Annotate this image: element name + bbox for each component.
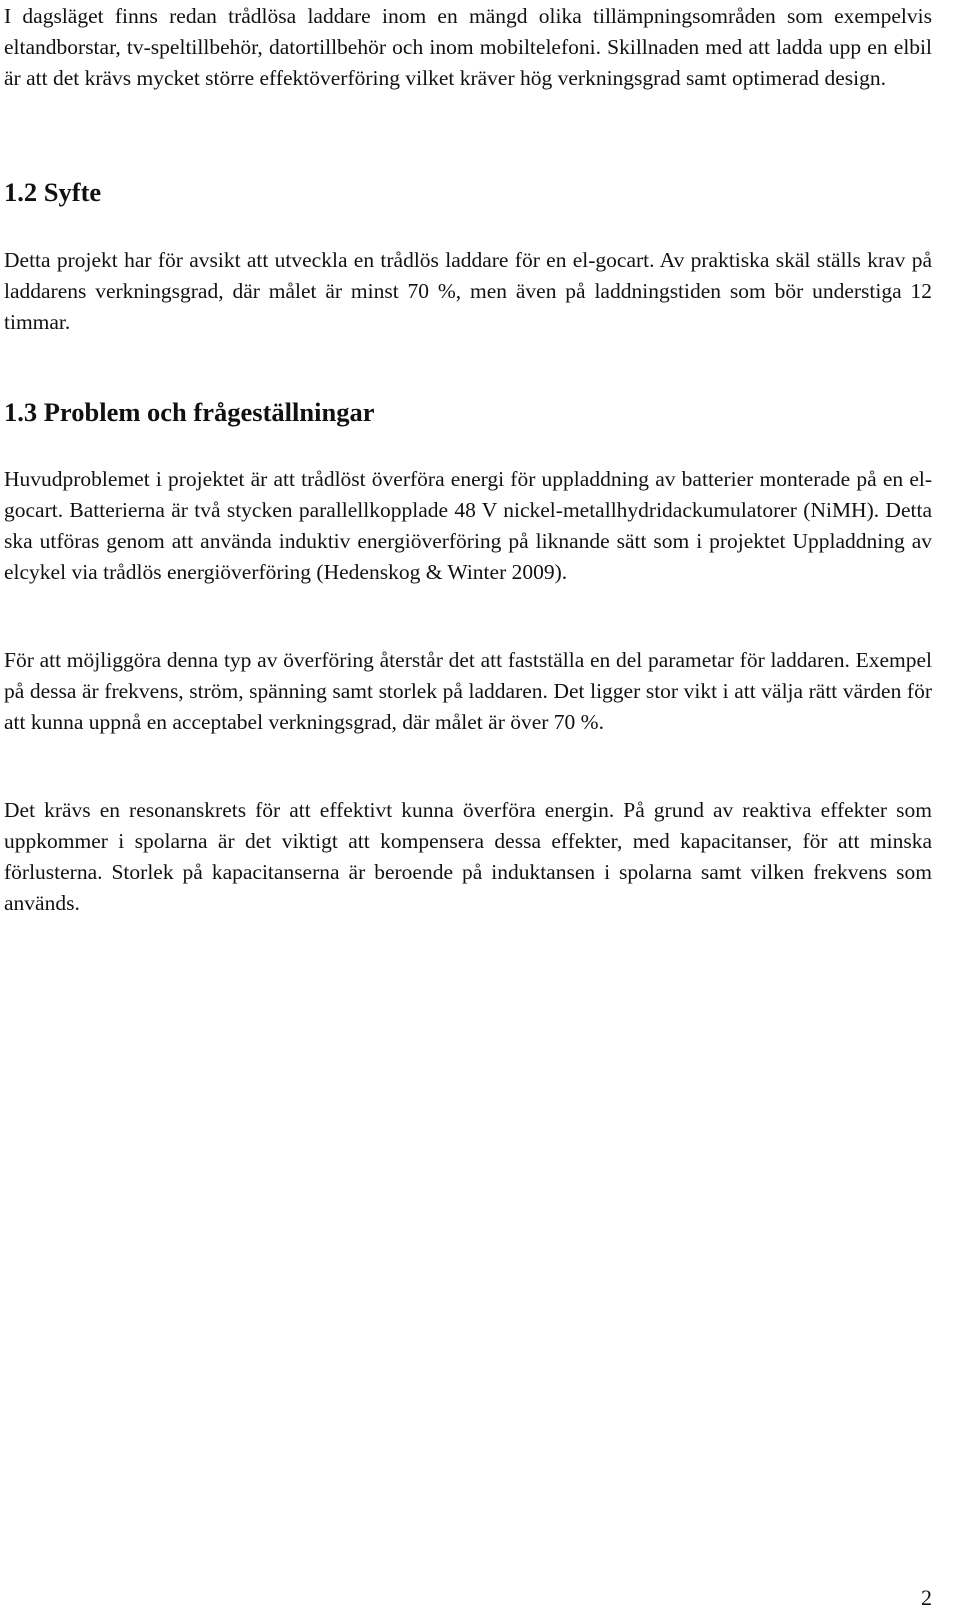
intro-paragraph: I dagsläget finns redan trådlösa laddare inom en mängd olika tillämpningsområden som exempelvis eltandborstar, tv-speltillbehör, datortillbehör och inom mobiltelefoni. Skillnaden med att ladda upp en elbil är att det krävs mycket större effektöverföring vilket kräver hög verkningsgrad samt optimerad design.	[4, 4, 932, 90]
problem-paragraph-2: För att möjliggöra denna typ av överföring återstår det att fastställa en del parametar för laddaren. Exempel på dessa är frekvens, ström, spänning samt storlek på laddaren. Det ligger stor vikt i att välja rätt värden för att kunna uppnå en acceptabel verkningsgrad, där målet är över 70 %.	[4, 648, 932, 734]
problem-paragraph-1: Huvudproblemet i projektet är att trådlöst överföra energi för uppladdning av batterier monterade på en el-gocart. Batterierna är två stycken parallellkopplade 48 V nickel-metallhydridackumulatorer (NiMH). Detta ska utföras genom att använda induktiv energiöverföring på liknande sätt som i projektet Uppladdning av elcykel via trådlös energiöverföring (Hedenskog & Winter 2009).	[4, 467, 932, 584]
problem-paragraph-3: Det krävs en resonanskrets för att effektivt kunna överföra energin. På grund av reaktiva effekter som uppkommer i spolarna är det viktigt att kompensera dessa effekter, med kapacitanser, för att minska förlusterna. Storlek på kapacitanserna är beroende på induktansen i spolarna samt vilken frekvens som används.	[4, 798, 932, 915]
section-heading-syfte: 1.2 Syfte	[4, 177, 102, 207]
section-heading-problem: 1.3 Problem och frågeställningar	[4, 397, 375, 427]
page-number: 2	[921, 1585, 932, 1610]
syfte-paragraph: Detta projekt har för avsikt att utveckla en trådlös laddare för en el-gocart. Av praktiska skäl ställs krav på laddarens verkningsgrad, där målet är minst 70 %, men även på laddningstiden som bör understiga 12 timmar.	[4, 248, 932, 334]
